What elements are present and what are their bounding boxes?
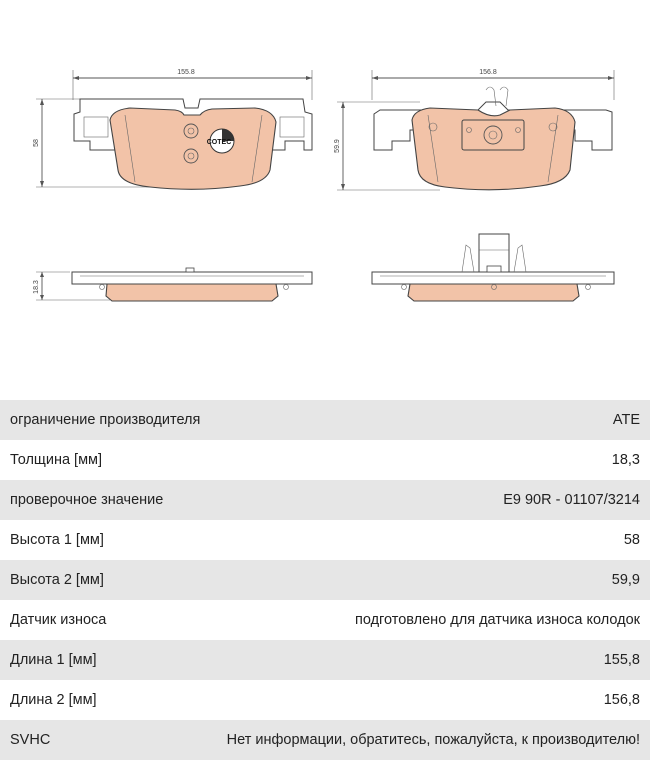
spec-value: Нет информации, обратитесь, пожалуйста, к производителю!	[226, 732, 640, 748]
right-pad-front-view	[334, 69, 614, 190]
spec-value: 156,8	[603, 692, 640, 708]
spec-label: Датчик износа	[10, 612, 107, 628]
spec-table	[0, 400, 650, 760]
spec-label: проверочное значение	[10, 492, 164, 508]
length-right-label: 156.8	[479, 69, 497, 76]
spec-value: подготовлено для датчика износа колодок	[354, 612, 640, 628]
length-left-label: 155.8	[177, 69, 195, 76]
spec-value: E9 90R - 01107/3214	[503, 492, 640, 508]
spec-label: ограничение производителя	[10, 412, 201, 428]
thickness-label: 18.3	[33, 280, 40, 294]
left-pad-side-view	[33, 268, 312, 301]
spec-label: Высота 2 [мм]	[10, 572, 104, 588]
spec-row-approval	[0, 480, 650, 520]
spec-value: ATE	[612, 412, 640, 428]
spec-row-length-2	[0, 680, 650, 720]
height-right-label: 59.9	[334, 139, 341, 153]
spec-label: Высота 1 [мм]	[10, 532, 104, 548]
spec-row-height-1	[0, 520, 650, 560]
height-left-label: 58	[33, 139, 40, 147]
spec-row-height-2	[0, 560, 650, 600]
spec-label: Длина 1 [мм]	[10, 652, 97, 668]
spec-row-length-1	[0, 640, 650, 680]
cotec-logo: COTEC	[206, 139, 232, 146]
spec-row-thickness	[0, 440, 650, 480]
spec-label: Толщина [мм]	[10, 452, 103, 468]
spec-value: 59,9	[611, 572, 640, 588]
left-pad-front-view	[33, 69, 312, 189]
spec-label: SVHC	[10, 732, 51, 748]
spec-row-wear-sensor	[0, 600, 650, 640]
spec-value: 18,3	[611, 452, 640, 468]
spec-row-manufacturer	[0, 400, 650, 440]
spec-label: Длина 2 [мм]	[10, 692, 97, 708]
spec-value: 58	[623, 532, 640, 548]
spec-value: 155,8	[603, 652, 640, 668]
right-pad-side-view	[372, 234, 614, 301]
spec-row-svhc	[0, 720, 650, 760]
